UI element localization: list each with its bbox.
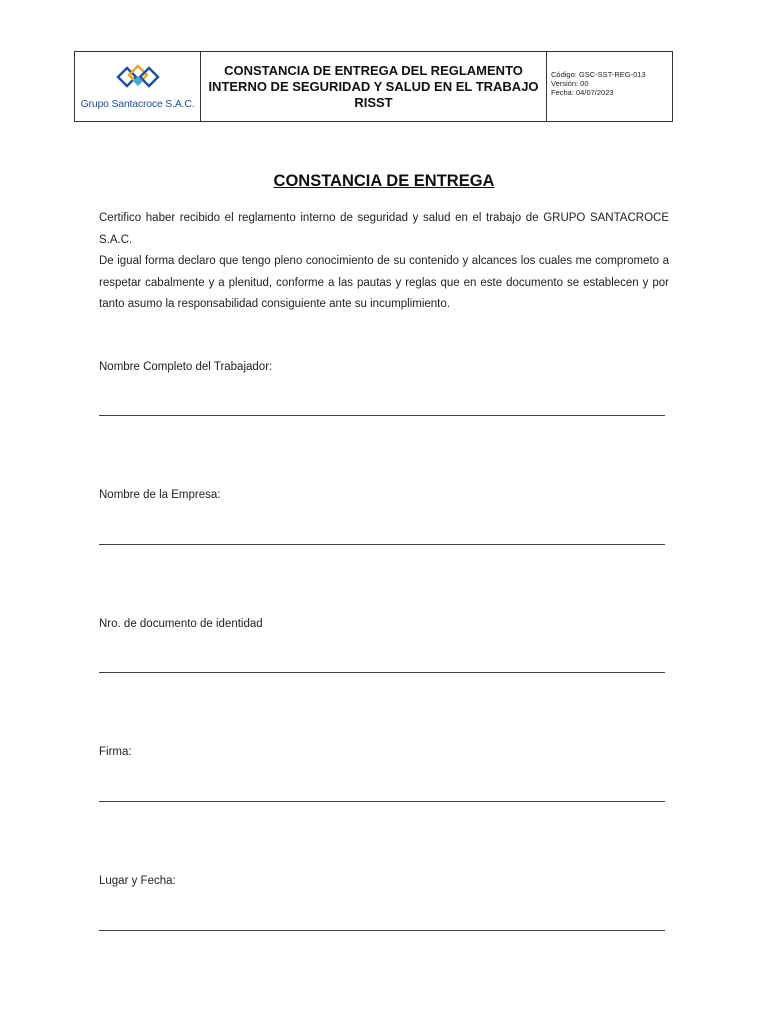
page-title: CONSTANCIA DE ENTREGA xyxy=(273,172,495,190)
company-name-label: Nombre de la Empresa: xyxy=(99,489,221,501)
header-title: CONSTANCIA DE ENTREGA DEL REGLAMENTO INTERNO DE SEGURIDAD Y SALUD EN EL TRABAJO RISST xyxy=(208,62,539,110)
document-meta xyxy=(547,52,672,121)
header-title-cell xyxy=(201,52,547,121)
worker-name-line[interactable] xyxy=(99,415,665,416)
document-code: Código: GSC-SST-REG-013 xyxy=(551,70,646,79)
company-name: Grupo Santacroce S.A.C. xyxy=(80,97,195,110)
place-date-line[interactable] xyxy=(99,930,665,931)
certification-paragraph: Certifico haber recibido el reglamento interno de seguridad y salud en el trabajo de GRUPO SANTACROCE S.A.C. xyxy=(99,212,669,246)
worker-name-label: Nombre Completo del Trabajador: xyxy=(99,361,273,373)
document-version: Versión: 00 xyxy=(551,79,589,88)
company-name-line[interactable] xyxy=(99,544,665,545)
logo-cell xyxy=(75,52,201,121)
id-number-label: Nro. de documento de identidad xyxy=(99,618,263,630)
signature-line[interactable] xyxy=(99,801,665,802)
document-date: Fecha: 04/07/2023 xyxy=(551,88,614,97)
id-number-line[interactable] xyxy=(99,672,665,673)
signature-label: Firma: xyxy=(99,746,132,758)
diamond-logo-icon xyxy=(116,64,160,94)
document-header xyxy=(74,51,673,122)
place-date-label: Lugar y Fecha: xyxy=(99,875,176,887)
declaration-paragraph: De igual forma declaro que tengo pleno conocimiento de su contenido y alcances los cuales me comprometo a respetar cabalmente y a plenitud, conforme a las pautas y reglas que en este documento se establecen y por tanto asumo la responsabilidad consiguiente ante su incumplimiento. xyxy=(99,255,669,310)
